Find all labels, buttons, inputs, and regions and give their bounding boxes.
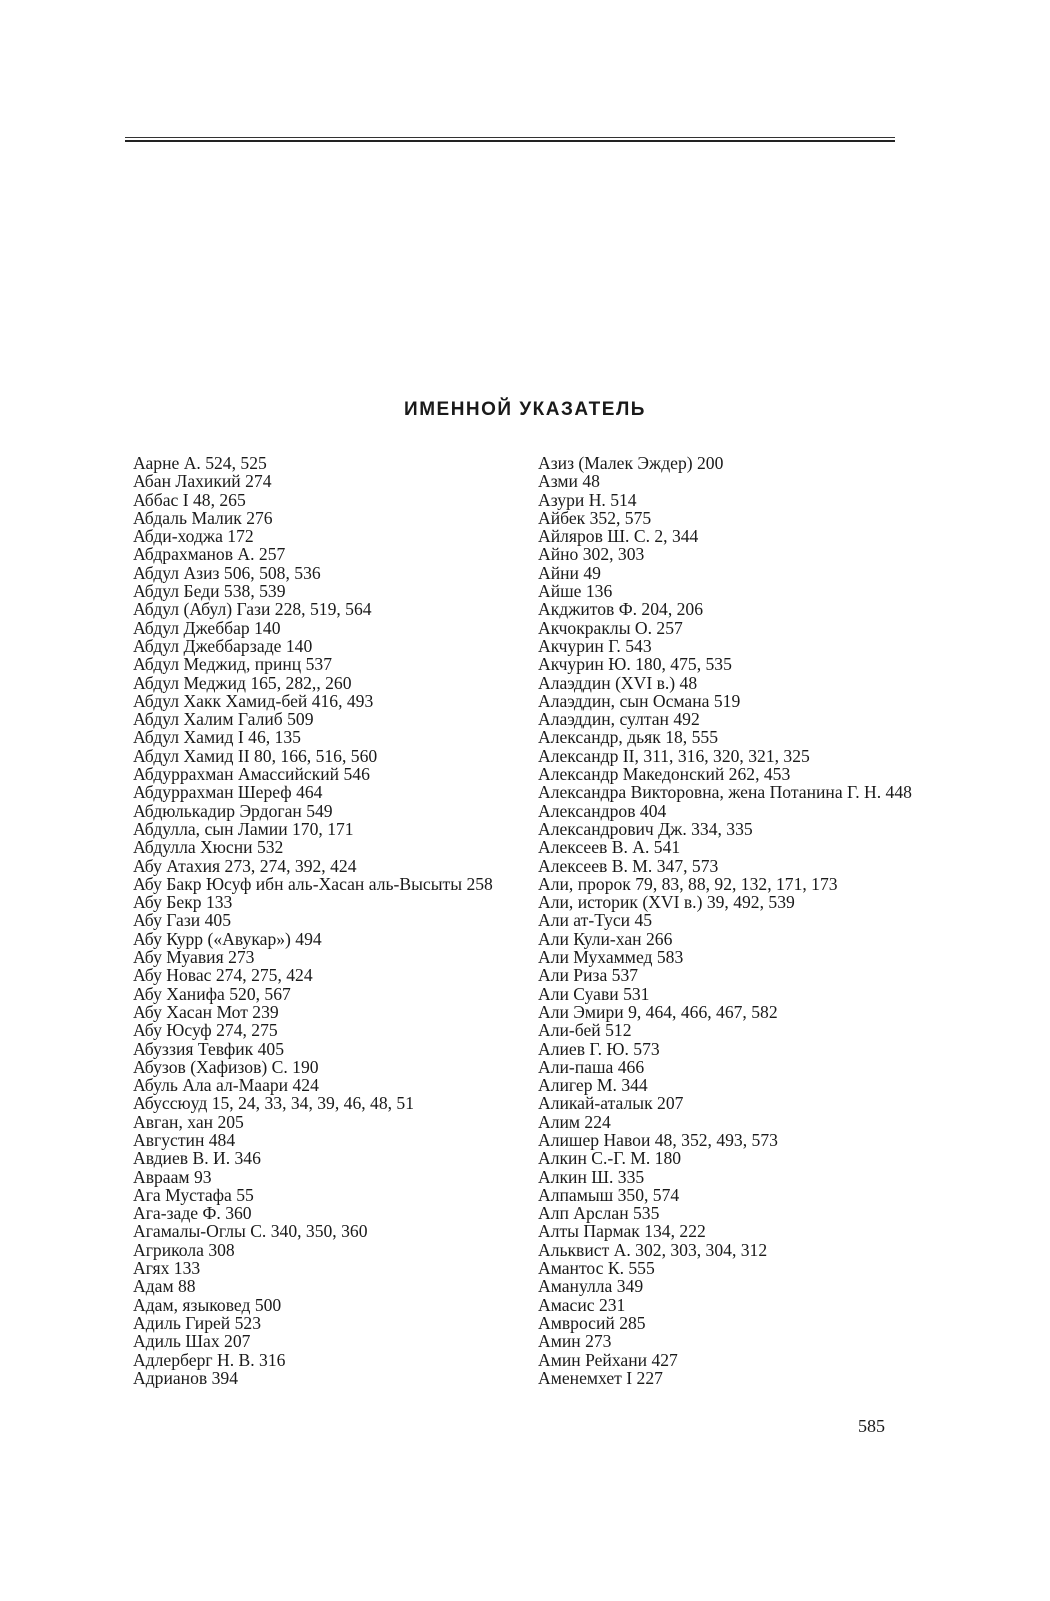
index-entry: Али Эмири 9, 464, 466, 467, 582 <box>538 1001 778 1022</box>
index-entry: Авган, хан 205 <box>133 1111 244 1132</box>
index-entry: Алты Пармак 134, 222 <box>538 1221 706 1242</box>
index-entry: Агамалы-Оглы С. 340, 350, 360 <box>133 1221 368 1242</box>
index-column-right <box>538 454 918 1387</box>
index-entry: Абу Муавия 273 <box>133 947 255 968</box>
index-entry: Александр II, 311, 316, 320, 321, 325 <box>538 745 810 766</box>
index-entry: Абди-ходжа 172 <box>133 526 254 547</box>
index-entry: Айни 49 <box>538 562 601 583</box>
index-entry: Айляров Ш. С. 2, 344 <box>538 526 699 547</box>
index-entry: Алкин Ш. 335 <box>538 1166 645 1187</box>
index-entry: Амин 273 <box>538 1331 612 1352</box>
index-entry: Адрианов 394 <box>133 1367 238 1388</box>
index-entry: Акчурин Ю. 180, 475, 535 <box>538 654 732 675</box>
index-entry: Абу Бекр 133 <box>133 892 233 913</box>
index-entry: Ага Мустафа 55 <box>133 1184 254 1205</box>
index-entry: Абдул Джеббарзаде 140 <box>133 635 313 656</box>
index-entry: Алаэддин, сын Османа 519 <box>538 690 741 711</box>
index-entry: Адам, языковед 500 <box>133 1294 282 1315</box>
index-entry: Абузов (Хафизов) С. 190 <box>133 1056 319 1077</box>
index-entry: Али, историк (XVI в.) 39, 492, 539 <box>538 892 795 913</box>
index-entry: Азми 48 <box>538 471 600 492</box>
index-entry: Адиль Шах 207 <box>133 1331 251 1352</box>
index-entry: Абу Хасан Мот 239 <box>133 1001 279 1022</box>
index-entry: Алп Арслан 535 <box>538 1203 660 1224</box>
index-entry: Абдул Беди 538, 539 <box>133 581 286 602</box>
index-entry: Абу Атахия 273, 274, 392, 424 <box>133 855 357 876</box>
index-entry: Агях 133 <box>133 1258 201 1279</box>
index-entry: Али Мухаммед 583 <box>538 947 684 968</box>
index-entry: Абуззия Тевфик 405 <box>133 1038 285 1059</box>
index-entry: Агрикола 308 <box>133 1239 235 1260</box>
index-entry: Августин 484 <box>133 1129 236 1150</box>
index-entry: Абу Новас 274, 275, 424 <box>133 965 313 986</box>
top-rule <box>125 137 895 143</box>
index-entry: Азури Н. 514 <box>538 489 637 510</box>
index-entry: Абдаль Малик 276 <box>133 507 273 528</box>
index-entry: Абдуррахман Шереф 464 <box>133 782 323 803</box>
index-entry: Амин Рейхани 427 <box>538 1349 678 1370</box>
index-entry: Авраам 93 <box>133 1166 212 1187</box>
index-entry: Абан Лахикий 274 <box>133 471 272 492</box>
index-entry: Абуль Ала ал-Маари 424 <box>133 1075 319 1096</box>
index-entry: Аликай-аталык 207 <box>538 1093 684 1114</box>
index-entry: Алигер М. 344 <box>538 1075 648 1096</box>
index-entry: Амвросий 285 <box>538 1312 646 1333</box>
index-entry: Абдул (Абул) Гази 228, 519, 564 <box>133 599 372 620</box>
index-entry: Абу Бакр Юсуф ибн аль-Хасан аль-Высыты 258 <box>133 873 493 894</box>
page-heading: ИМЕННОЙ УКАЗАТЕЛЬ <box>404 399 646 420</box>
index-entry: Александра Викторовна, жена Потанина Г. Н. 448 <box>538 782 912 803</box>
page-number: 585 <box>858 1416 885 1436</box>
index-entry: Александрович Дж. 334, 335 <box>538 818 753 839</box>
index-entry: Али Кули-хан 266 <box>538 928 673 949</box>
index-entry: Альквист А. 302, 303, 304, 312 <box>538 1239 768 1260</box>
index-entry: Али-бей 512 <box>538 1020 632 1041</box>
index-entry: Али ат-Туси 45 <box>538 910 653 931</box>
index-entry: Авдиев В. И. 346 <box>133 1148 261 1169</box>
index-entry: Алпамыш 350, 574 <box>538 1184 680 1205</box>
index-entry: Азиз (Малек Эждер) 200 <box>538 453 724 473</box>
index-entry: Айше 136 <box>538 581 613 602</box>
index-entry: Абдул Джеббар 140 <box>133 617 281 638</box>
index-entry: Али, пророк 79, 83, 88, 92, 132, 171, 173 <box>538 873 838 894</box>
index-entry: Абу Гази 405 <box>133 910 231 931</box>
index-entry: Амантос К. 555 <box>538 1258 655 1279</box>
index-entry: Алишер Навои 48, 352, 493, 573 <box>538 1129 778 1150</box>
index-entry: Алексеев В. А. 541 <box>538 837 681 858</box>
index-entry: Абу Курр («Авукар») 494 <box>133 928 322 949</box>
index-entry: Абдулла Хюсни 532 <box>133 837 284 858</box>
index-entry: Александров 404 <box>538 800 667 821</box>
index-entry: Абуссюуд 15, 24, 33, 34, 39, 46, 48, 51 <box>133 1093 415 1114</box>
index-entry: Алаэддин, султан 492 <box>538 709 700 730</box>
index-entry: Аманулла 349 <box>538 1276 644 1297</box>
index-entry: Абдул Меджид 165, 282,, 260 <box>133 672 352 693</box>
index-entry: Абдул Хакк Хамид-бей 416, 493 <box>133 690 374 711</box>
index-entry: Адиль Гирей 523 <box>133 1312 262 1333</box>
index-entry: Абдрахманов А. 257 <box>133 544 286 565</box>
index-entry: Абдул Меджид, принц 537 <box>133 654 332 675</box>
index-entry: Абдул Хамид I 46, 135 <box>133 727 301 748</box>
index-entry: Алиев Г. Ю. 573 <box>538 1038 660 1059</box>
index-entry: Али Риза 537 <box>538 965 639 986</box>
index-entry: Алкин С.-Г. М. 180 <box>538 1148 682 1169</box>
index-entry: Аббас I 48, 265 <box>133 489 246 510</box>
index-entry: Абдюлькадир Эрдоган 549 <box>133 800 333 821</box>
index-column-left <box>133 454 493 1387</box>
index-entry: Абдуррахман Амассийский 546 <box>133 764 370 785</box>
index-entry: Абдул Хамид II 80, 166, 516, 560 <box>133 745 378 766</box>
index-entry: Александр Македонский 262, 453 <box>538 764 791 785</box>
index-entry: Акчокраклы О. 257 <box>538 617 683 638</box>
index-entry: Аменемхет I 227 <box>538 1367 663 1388</box>
index-entry: Али Суави 531 <box>538 983 650 1004</box>
index-entry: Акджитов Ф. 204, 206 <box>538 599 704 620</box>
index-entry: Абдул Халим Галиб 509 <box>133 709 314 730</box>
index-entry: Айбек 352, 575 <box>538 507 652 528</box>
index-entry: Алексеев В. М. 347, 573 <box>538 855 719 876</box>
index-entry: Адлерберг Н. В. 316 <box>133 1349 286 1370</box>
index-entry: Алим 224 <box>538 1111 611 1132</box>
index-entry: Абу Юсуф 274, 275 <box>133 1020 278 1041</box>
index-entry: Александр, дьяк 18, 555 <box>538 727 718 748</box>
index-entry: Абдулла, сын Ламии 170, 171 <box>133 818 354 839</box>
index-entry: Абдул Азиз 506, 508, 536 <box>133 562 321 583</box>
index-entry: Ага-заде Ф. 360 <box>133 1203 252 1224</box>
index-entry: Абу Ханифа 520, 567 <box>133 983 291 1004</box>
index-entry: Али-паша 466 <box>538 1056 645 1077</box>
index-entry: Амасис 231 <box>538 1294 626 1315</box>
index-entry: Акчурин Г. 543 <box>538 635 652 656</box>
index-entry: Алаэддин (XVI в.) 48 <box>538 672 698 693</box>
index-entry: Адам 88 <box>133 1276 196 1297</box>
index-entry: Айно 302, 303 <box>538 544 645 565</box>
index-entry: Аарне А. 524, 525 <box>133 453 267 473</box>
